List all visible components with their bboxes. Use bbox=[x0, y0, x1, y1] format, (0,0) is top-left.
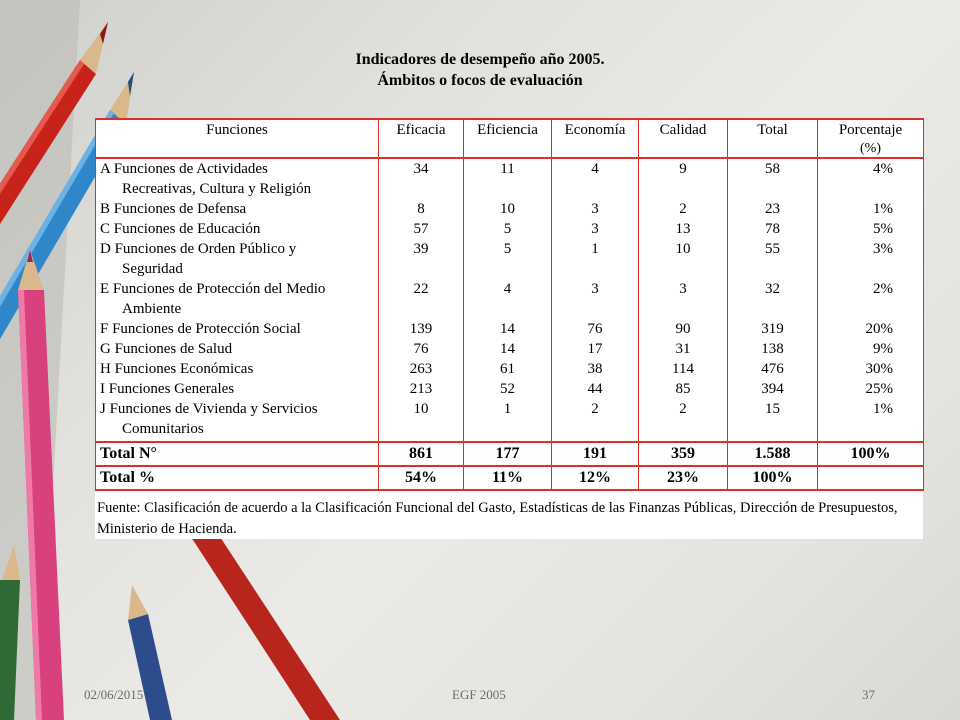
row-eficiencia-cell: 11 bbox=[464, 158, 552, 199]
footer-date: 02/06/2015 bbox=[84, 687, 144, 702]
row-function-label bbox=[96, 319, 379, 339]
row-function-line: F Funciones de Protección Social bbox=[100, 321, 301, 337]
table-row bbox=[96, 379, 924, 399]
row-economia-cell: 1 bbox=[552, 239, 639, 279]
row-function-line-cont: Comunitarios bbox=[122, 421, 204, 437]
row-eficacia-cell: 139 bbox=[379, 319, 464, 339]
title-line-2: Ámbitos o focos de evaluación bbox=[377, 72, 583, 89]
row-porcentaje-cell: 9% bbox=[818, 339, 924, 359]
row-calidad-cell: 2 bbox=[639, 399, 728, 442]
row-function-label bbox=[96, 158, 379, 199]
row-calidad-cell: 9 bbox=[639, 158, 728, 199]
total-n-calidad: 359 bbox=[639, 442, 728, 466]
row-function-label bbox=[96, 219, 379, 239]
footer-page-number: 37 bbox=[862, 687, 875, 702]
row-function-line-cont: Recreativas, Cultura y Religión bbox=[122, 181, 312, 197]
total-n-row bbox=[96, 442, 924, 466]
row-porcentaje-cell: 3% bbox=[818, 239, 924, 279]
row-eficacia-cell: 34 bbox=[379, 158, 464, 199]
row-function-label bbox=[96, 239, 379, 279]
table-panel bbox=[95, 118, 923, 539]
row-calidad-cell: 2 bbox=[639, 199, 728, 219]
header-economia: Economía bbox=[552, 119, 639, 158]
row-eficacia-cell: 22 bbox=[379, 279, 464, 319]
table-row bbox=[96, 279, 924, 319]
row-function-label bbox=[96, 399, 379, 442]
total-pct-calidad: 23% bbox=[639, 466, 728, 490]
row-total-cell: 394 bbox=[728, 379, 818, 399]
table-header-row bbox=[96, 119, 924, 158]
row-function-line: D Funciones de Orden Público y bbox=[100, 241, 297, 257]
row-economia-cell: 38 bbox=[552, 359, 639, 379]
row-eficiencia-cell: 10 bbox=[464, 199, 552, 219]
row-calidad-cell: 3 bbox=[639, 279, 728, 319]
row-eficiencia-cell: 14 bbox=[464, 319, 552, 339]
header-porcentaje-label: Porcentaje bbox=[838, 122, 903, 138]
row-function-line: H Funciones Económicas bbox=[100, 361, 254, 377]
row-porcentaje-cell: 1% bbox=[818, 399, 924, 442]
total-pct-porcentaje bbox=[818, 466, 924, 490]
row-function-line-cont: Seguridad bbox=[122, 261, 183, 277]
row-eficiencia-cell: 52 bbox=[464, 379, 552, 399]
row-function-line: G Funciones de Salud bbox=[100, 341, 233, 357]
row-function-line: I Funciones Generales bbox=[100, 381, 235, 397]
total-n-eficiencia: 177 bbox=[464, 442, 552, 466]
row-function-label bbox=[96, 279, 379, 319]
row-porcentaje-cell: 2% bbox=[818, 279, 924, 319]
table-row bbox=[96, 399, 924, 442]
row-eficacia-cell: 76 bbox=[379, 339, 464, 359]
row-function-label bbox=[96, 339, 379, 359]
row-function-line: E Funciones de Protección del Medio bbox=[100, 281, 326, 297]
row-eficacia-cell: 8 bbox=[379, 199, 464, 219]
table-row bbox=[96, 339, 924, 359]
row-function-line-cont: Ambiente bbox=[122, 301, 182, 317]
row-calidad-cell: 90 bbox=[639, 319, 728, 339]
row-calidad-cell: 31 bbox=[639, 339, 728, 359]
row-function-label bbox=[96, 359, 379, 379]
table-row bbox=[96, 319, 924, 339]
total-pct-eficiencia: 11% bbox=[464, 466, 552, 490]
row-function-line: B Funciones de Defensa bbox=[100, 201, 247, 217]
row-economia-cell: 3 bbox=[552, 279, 639, 319]
row-porcentaje-cell: 30% bbox=[818, 359, 924, 379]
source-note: Fuente: Clasificación de acuerdo a la Clasificación Funcional del Gasto, Estadísticas de las Finanzas Públicas, Dirección de Presupuestos, Ministerio de Hacienda. bbox=[97, 500, 898, 537]
total-pct-label: Total % bbox=[96, 466, 379, 490]
row-calidad-cell: 13 bbox=[639, 219, 728, 239]
row-total-cell: 476 bbox=[728, 359, 818, 379]
table-row bbox=[96, 359, 924, 379]
row-total-cell: 55 bbox=[728, 239, 818, 279]
row-function-line: J Funciones de Vivienda y Servicios bbox=[100, 401, 318, 417]
total-n-eficacia: 861 bbox=[379, 442, 464, 466]
row-function-line: C Funciones de Educación bbox=[100, 221, 261, 237]
header-eficiencia: Eficiencia bbox=[464, 119, 552, 158]
indicators-table bbox=[95, 118, 924, 491]
row-economia-cell: 2 bbox=[552, 399, 639, 442]
title-line-1: Indicadores de desempeño año 2005. bbox=[355, 51, 605, 68]
row-function-label bbox=[96, 379, 379, 399]
table-row bbox=[96, 158, 924, 199]
total-pct-row bbox=[96, 466, 924, 490]
row-porcentaje-cell: 20% bbox=[818, 319, 924, 339]
row-eficiencia-cell: 4 bbox=[464, 279, 552, 319]
row-eficiencia-cell: 14 bbox=[464, 339, 552, 359]
total-pct-total: 100% bbox=[728, 466, 818, 490]
table-row bbox=[96, 199, 924, 219]
total-pct-eficacia: 54% bbox=[379, 466, 464, 490]
row-eficiencia-cell: 1 bbox=[464, 399, 552, 442]
row-economia-cell: 76 bbox=[552, 319, 639, 339]
row-eficacia-cell: 57 bbox=[379, 219, 464, 239]
header-eficacia: Eficacia bbox=[379, 119, 464, 158]
row-total-cell: 23 bbox=[728, 199, 818, 219]
table-row bbox=[96, 219, 924, 239]
total-pct-economia: 12% bbox=[552, 466, 639, 490]
header-total: Total bbox=[728, 119, 818, 158]
header-porcentaje bbox=[818, 119, 924, 158]
slide-title bbox=[250, 49, 710, 91]
row-eficacia-cell: 10 bbox=[379, 399, 464, 442]
total-n-economia: 191 bbox=[552, 442, 639, 466]
row-economia-cell: 4 bbox=[552, 158, 639, 199]
row-porcentaje-cell: 4% bbox=[818, 158, 924, 199]
total-n-porcentaje: 100% bbox=[818, 442, 924, 466]
row-total-cell: 15 bbox=[728, 399, 818, 442]
row-porcentaje-cell: 1% bbox=[818, 199, 924, 219]
row-economia-cell: 44 bbox=[552, 379, 639, 399]
row-calidad-cell: 85 bbox=[639, 379, 728, 399]
row-eficacia-cell: 213 bbox=[379, 379, 464, 399]
total-n-total: 1.588 bbox=[728, 442, 818, 466]
row-eficiencia-cell: 5 bbox=[464, 239, 552, 279]
row-eficiencia-cell: 5 bbox=[464, 219, 552, 239]
row-eficacia-cell: 39 bbox=[379, 239, 464, 279]
header-porcentaje-unit: (%) bbox=[860, 141, 881, 156]
row-eficiencia-cell: 61 bbox=[464, 359, 552, 379]
row-economia-cell: 3 bbox=[552, 199, 639, 219]
footer-center-text: EGF 2005 bbox=[452, 687, 506, 702]
row-total-cell: 78 bbox=[728, 219, 818, 239]
row-eficacia-cell: 263 bbox=[379, 359, 464, 379]
row-function-line: A Funciones de Actividades bbox=[100, 161, 268, 177]
header-calidad: Calidad bbox=[639, 119, 728, 158]
row-porcentaje-cell: 5% bbox=[818, 219, 924, 239]
row-total-cell: 32 bbox=[728, 279, 818, 319]
total-n-label: Total N° bbox=[96, 442, 379, 466]
row-economia-cell: 3 bbox=[552, 219, 639, 239]
row-porcentaje-cell: 25% bbox=[818, 379, 924, 399]
row-total-cell: 138 bbox=[728, 339, 818, 359]
row-economia-cell: 17 bbox=[552, 339, 639, 359]
row-function-label bbox=[96, 199, 379, 219]
row-total-cell: 58 bbox=[728, 158, 818, 199]
row-calidad-cell: 114 bbox=[639, 359, 728, 379]
row-total-cell: 319 bbox=[728, 319, 818, 339]
table-body bbox=[96, 158, 924, 442]
table-row bbox=[96, 239, 924, 279]
header-funciones: Funciones bbox=[96, 119, 379, 158]
row-calidad-cell: 10 bbox=[639, 239, 728, 279]
